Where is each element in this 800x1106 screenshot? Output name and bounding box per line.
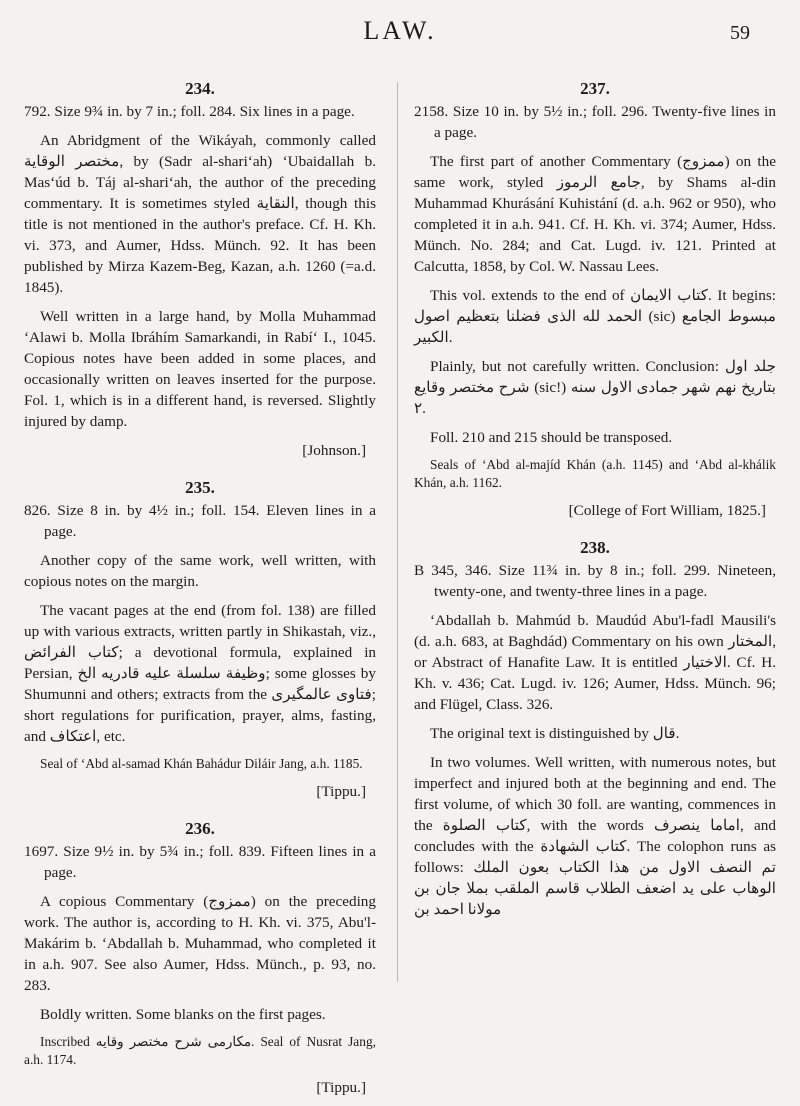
entry-inscription: Inscribed مكارمى شرح مختصر وقايه. Seal of Nusrat Jang, a.h. 1174. (24, 1034, 376, 1067)
entry-note: The original text is distinguished by قال. (430, 725, 680, 742)
entry-seal: Seals of ‘Abd al-majíd Khán (a.h. 1145) and ‘Abd al-khálik Khán, a.h. 1162. (414, 457, 776, 490)
entry-size: 2158. Size 10 in. by 5½ in.; foll. 296. Twenty-five lines in a page. (414, 103, 776, 141)
provenance: [Johnson.] (302, 442, 366, 459)
entry-description: A copious Commentary (ممزوج) on the preceding work. The author is, according to H. Kh. vi. 375, Abu'l-Makárim b. ‘Abdallah b. Muhammad, who completed it in a.h. 907. See also Aumer, Hdss. Münch., p. 93, no. 283. (24, 893, 376, 994)
entry-238 (414, 537, 776, 920)
entry-size: B 345, 346. Size 11¾ in. by 8 in.; foll. 299. Nineteen, twenty-one, and twenty-three lines in a page. (414, 562, 776, 600)
column-divider (397, 82, 398, 982)
entry-236 (24, 818, 376, 1098)
entry-237 (414, 78, 776, 521)
entry-condition: Well written in a large hand, by Molla Muhammad ‘Alawi b. Molla Ibráhím Samarkandi, in Rabí‘ I., 1045. Copious notes have been added in some places, and occasionally written on leaves inserted for the purpose. Fol. 1, which is in a different hand, is reversed. Slightly injured by damp. (24, 308, 376, 430)
entry-condition: Plainly, but not carefully written. Conclusion: جلد اول شرح مختصر وقايع (sic!) بتاريخ نهم شهر جمادى الاول سنه ٢. (414, 358, 776, 417)
left-column (24, 78, 376, 1106)
entry-description: An Abridgment of the Wikáyah, commonly called مختصر الوقاية, by (Sadr al-shari‘ah) ‘Ubaidallah b. Mas‘úd b. Táj al-shari‘ah, the author of the preceding commentary. It is sometimes styled النقاية, though this title is not mentioned in the author's preface. Cf. H. Kh. vi. 373, and Aumer, Hdss. Münch. 92. It has been published by Mirza Kazem-Beg, Kazan, a.h. 1260 (=a.d. 1845). (24, 132, 376, 296)
entry-number: 237. (580, 79, 610, 98)
entry-condition: In two volumes. Well written, with numerous notes, but imperfect and injured both at the beginning and end. The first volume, of which 30 foll. are wanting, commences in the كتاب الصلوة, with the words اماما ينصرف, and concludes with the كتاب الشهادة. The colophon runs as follows: تم النصف الاول من هذا الكتاب بعون الملك الوهاب على يد اضعف الطلاب قاسم الملقب بملا جان بن مولانا احمد بن (414, 754, 776, 918)
entry-size: 826. Size 8 in. by 4½ in.; foll. 154. Eleven lines in a page. (24, 502, 376, 540)
entry-description: The first part of another Commentary (ممزوج) on the same work, styled جامع الرموز, by Shams al-din Muhammad Khurásání Kuhistání (d. a.h. 962 or 950), who completed it in a.h. 941. Cf. H. Kh. vi. 374; Aumer, Hdss. Münch. No. 284; and Cat. Lugd. iv. 121. Printed at Calcutta, 1858, by Col. W. Nassau Lees. (414, 153, 777, 275)
entry-contents: The vacant pages at the end (from fol. 138) are filled up with various extracts, written partly in Shikastah, viz., كتاب الفرائض; a devotional formula, explained in Persian, وظيفة سلسلة عليه قادريه الخ; some glosses by Shumunni and others; extracts from the فتاوى عالمگيرى; short regulations for purification, prayer, alms, fasting, and اعتكاف, etc. (24, 602, 377, 745)
provenance: [Tippu.] (316, 1079, 366, 1096)
running-title: LAW. (363, 16, 437, 45)
entry-number: 238. (580, 538, 610, 557)
entry-condition: Boldly written. Some blanks on the first pages. (40, 1006, 326, 1023)
entry-description: Another copy of the same work, well written, with copious notes on the margin. (24, 552, 376, 590)
entry-number: 235. (185, 478, 215, 497)
entry-description: ‘Abdallah b. Mahmúd b. Maudúd Abu'l-fadl Mausili's (d. a.h. 683, at Baghdád) Commentary on his own المختار, or Abstract of Hanafite Law. It is entitled الاختيار. Cf. H. Kh. v. 436; Cat. Lugd. iv. 126; Aumer, Hdss. Münch. 96; and Flügel, Class. 326. (414, 612, 776, 713)
entry-number: 236. (185, 819, 215, 838)
entry-seal: Seal of ‘Abd al-samad Khán Bahádur Diláir Jang, a.h. 1185. (40, 756, 363, 771)
entry-size: 792. Size 9¾ in. by 7 in.; foll. 284. Six lines in a page. (24, 103, 355, 120)
provenance: [College of Fort William, 1825.] (568, 502, 766, 519)
entry-note: Foll. 210 and 215 should be transposed. (430, 429, 673, 446)
page-header (0, 0, 800, 70)
provenance: [Tippu.] (316, 783, 366, 800)
page-number: 59 (730, 22, 750, 44)
entry-235 (24, 477, 376, 802)
entry-234 (24, 78, 376, 461)
entry-extent: This vol. extends to the end of كتاب الايمان. It begins: الحمد لله الذى فضلنا بتعظيم اصول (sic) مبسوط الجامع الكبير. (414, 287, 776, 346)
right-column (414, 78, 776, 928)
entry-size: 1697. Size 9½ in. by 5¾ in.; foll. 839. Fifteen lines in a page. (24, 843, 376, 881)
entry-number: 234. (185, 79, 215, 98)
